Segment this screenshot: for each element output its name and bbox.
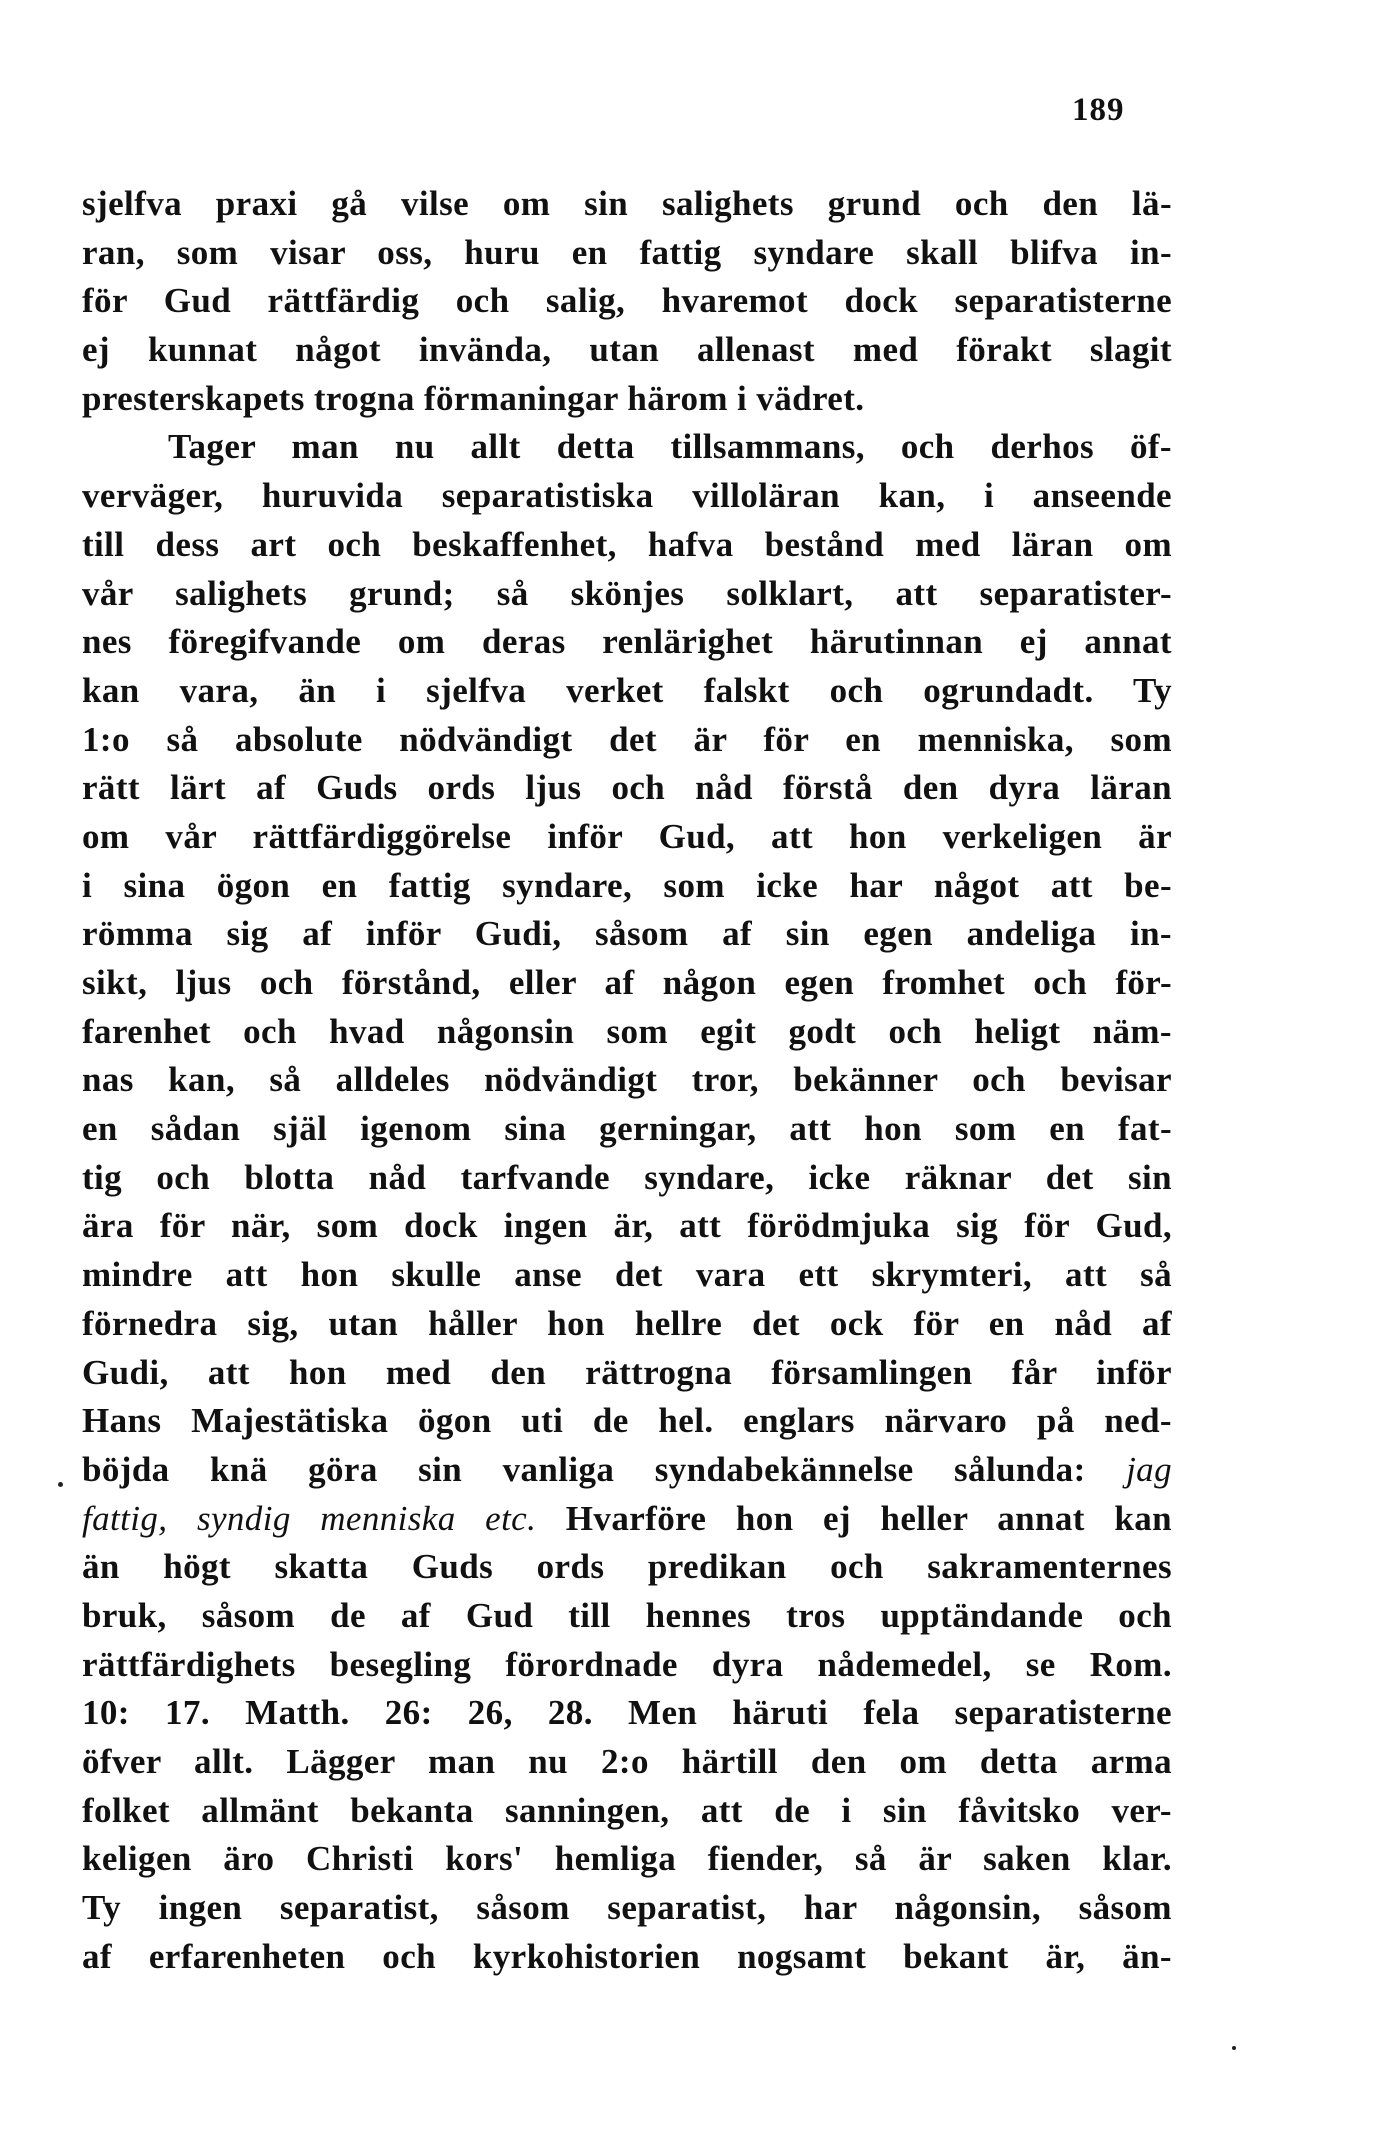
text-line: nes föregifvande om deras renlärighet härutinnan ej annat (82, 622, 1172, 662)
text-segment: Hvarföre hon ej heller annat kan (565, 1498, 1172, 1538)
text-line: om vår rättfärdiggörelse inför Gud, att hon verkeligen är (82, 816, 1172, 856)
text-line: rätt lärt af Guds ords ljus och nåd förstå den dyra läran (82, 768, 1172, 808)
italic-phrase: jag (1126, 1449, 1172, 1489)
text-line: öfver allt. Lägger man nu 2:o härtill den om detta arma (82, 1742, 1172, 1781)
text-line: bruk, såsom de af Gud till hennes tros upptändande och (82, 1595, 1172, 1635)
text-line: ej kunnat något invända, utan allenast med förakt slagit (82, 330, 1172, 370)
text-line: i sina ögon en fattig syndare, som icke har något att be- (82, 865, 1172, 905)
text-line: ära för när, som dock ingen är, att förödmjuka sig för Gud, (82, 1206, 1172, 1246)
text-line: vår salighets grund; så skönjes solklart, att separatister- (82, 573, 1172, 613)
text-line: nas kan, så alldeles nödvändigt tror, bekänner och bevisar (82, 1060, 1172, 1100)
text-line-with-italic (82, 1446, 1172, 1495)
text-line: Hans Majestätiska ögon uti de hel. englars närvaro på ned- (82, 1401, 1172, 1441)
text-line: keligen äro Christi kors' hemliga fiender, så är saken klar. (82, 1839, 1172, 1879)
text-line: folket allmänt bekanta sanningen, att de i sin fåvitsko ver- (82, 1790, 1172, 1830)
text-segment: böjda knä göra sin vanliga syndabekännelse sålunda: (82, 1449, 1086, 1489)
text-line: römma sig af inför Gudi, såsom af sin egen andeliga in- (82, 914, 1172, 954)
text-line: mindre att hon skulle anse det vara ett skrymteri, att så (82, 1255, 1172, 1295)
text-line: förnedra sig, utan håller hon hellre det ock för en nåd af (82, 1303, 1172, 1343)
text-line: än högt skatta Guds ords predikan och sakramenternes (82, 1547, 1172, 1587)
text-line: presterskapets trogna förmaningar härom i vädret. (82, 378, 865, 418)
text-line: tig och blotta nåd tarfvande syndare, icke räknar det sin (82, 1157, 1172, 1197)
text-line: en sådan själ igenom sina gerningar, att hon som en fat- (82, 1109, 1172, 1149)
text-line: 1:o så absolute nödvändigt det är för en menniska, som (82, 719, 1172, 759)
scan-speck (1232, 2046, 1236, 2050)
text-line: 10: 17. Matth. 26: 26, 28. Men häruti fela separatisterne (82, 1693, 1172, 1733)
text-line: sjelfva praxi gå vilse om sin salighets grund och den lä- (82, 184, 1172, 223)
text-line: till dess art och beskaffenhet, hafva bestånd med läran om (82, 524, 1172, 564)
page-number: 189 (1072, 92, 1125, 128)
text-line: verväger, huruvida separatistiska villoläran kan, i anseende (82, 476, 1172, 516)
text-line: kan vara, än i sjelfva verket falskt och ogrundadt. Ty (82, 670, 1172, 710)
body-text (82, 180, 1172, 1981)
text-line: rättfärdighets besegling förordnade dyra nådemedel, se Rom. (82, 1644, 1172, 1684)
text-line: för Gud rättfärdig och salig, hvaremot dock separatisterne (82, 281, 1172, 321)
text-line: ran, som visar oss, huru en fattig syndare skall blifva in- (82, 232, 1172, 272)
scan-speck (58, 1482, 63, 1487)
text-line: farenhet och hvad någonsin som egit godt och heligt näm- (82, 1011, 1172, 1051)
paragraph-first-line: Tager man nu allt detta tillsammans, och derhos öf- (168, 427, 1172, 467)
text-line: af erfarenheten och kyrkohistorien nogsamt bekant är, än- (82, 1936, 1172, 1976)
text-line: sikt, ljus och förstånd, eller af någon egen fromhet och för- (82, 963, 1172, 1002)
text-line-with-italic (82, 1495, 1172, 1544)
text-line: Gudi, att hon med den rättrogna församlingen får inför (82, 1352, 1172, 1392)
italic-phrase: fattig, syndig menniska etc. (82, 1498, 537, 1538)
text-line: Ty ingen separatist, såsom separatist, har någonsin, såsom (82, 1888, 1172, 1928)
